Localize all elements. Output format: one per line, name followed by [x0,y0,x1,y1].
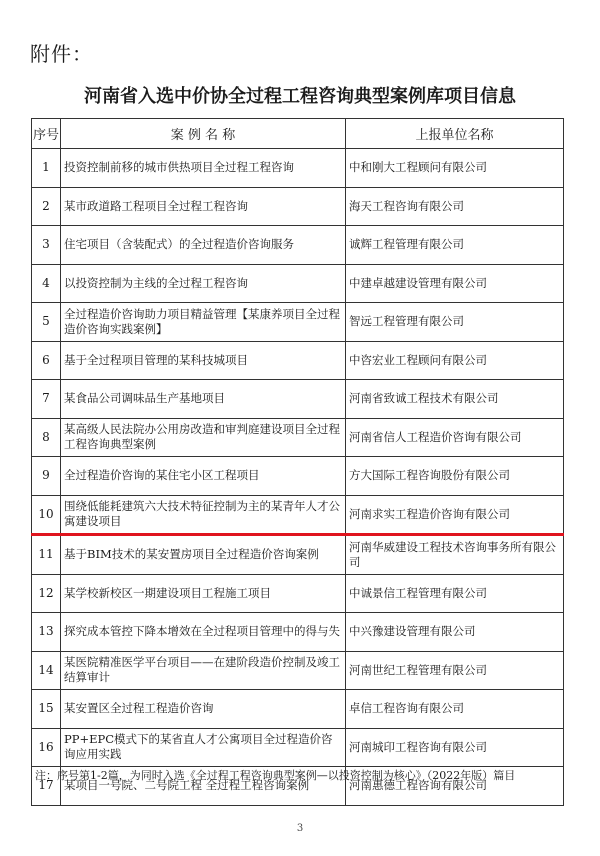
row-case-name: 某高级人民法院办公用房改造和审判庭建设项目全过程工程咨询典型案例 [61,418,346,457]
case-table [31,118,564,806]
row-case-name: 某安置区全过程工程造价咨询 [61,690,346,729]
row-no: 6 [32,341,61,380]
row-no: 3 [32,226,61,265]
col-header-name: 案 例 名 称 [61,119,346,149]
table-row [32,613,564,652]
row-case-name: 基于BIM技术的某安置房项目全过程造价咨询案例 [61,535,346,575]
row-no: 17 [32,767,61,806]
col-header-no: 序号 [32,119,61,149]
footnote: 注：序号第1-2篇，为同时入选《全过程工程咨询典型案例—以投资控制为核心》（2022年版）篇目 [35,769,516,782]
row-unit: 河南华威建设工程技术咨询事务所有限公司 [346,535,564,575]
row-unit: 海天工程咨询有限公司 [346,187,564,226]
row-case-name: 基于全过程项目管理的某科技城项目 [61,341,346,380]
page-number: 3 [296,823,304,834]
row-case-name: 住宅项目（含装配式）的全过程造价咨询服务 [61,226,346,265]
row-case-name: 某食品公司调味品生产基地项目 [61,380,346,419]
table-header-row [32,119,564,149]
page-title: 河南省入选中价协全过程工程咨询典型案例库项目信息 [84,86,516,107]
row-unit: 河南求实工程造价咨询有限公司 [346,495,564,535]
row-case-name: 全过程造价咨询的某住宅小区工程项目 [61,457,346,496]
row-no: 16 [32,728,61,767]
row-unit: 中兴豫建设管理有限公司 [346,613,564,652]
row-unit: 河南省信人工程造价咨询有限公司 [346,418,564,457]
row-unit: 中诚景信工程管理有限公司 [346,574,564,613]
table-row [32,187,564,226]
table-row [32,457,564,496]
row-unit: 河南世纪工程管理有限公司 [346,651,564,690]
table-row [32,535,564,575]
row-case-name: 探究成本管控下降本增效在全过程项目管理中的得与失 [61,613,346,652]
row-no: 9 [32,457,61,496]
table-row [32,574,564,613]
row-case-name: 某项目一号院、二号院工程 全过程工程咨询案例 [61,767,346,806]
row-unit: 方大国际工程咨询股份有限公司 [346,457,564,496]
row-no: 14 [32,651,61,690]
row-case-name: 围绕低能耗建筑六大技术特征控制为主的某青年人才公寓建设项目 [61,495,346,535]
row-no: 10 [32,495,61,535]
row-unit: 河南省致诚工程技术有限公司 [346,380,564,419]
row-unit: 中建卓越建设管理有限公司 [346,264,564,303]
row-no: 12 [32,574,61,613]
row-no: 15 [32,690,61,729]
row-no: 7 [32,380,61,419]
table-row [32,651,564,690]
col-header-unit: 上报单位名称 [346,119,564,149]
table-row-highlighted [32,495,564,535]
row-no: 4 [32,264,61,303]
row-case-name: 某市政道路工程项目全过程工程咨询 [61,187,346,226]
table-row [32,341,564,380]
row-unit: 诚辉工程管理有限公司 [346,226,564,265]
table-row [32,690,564,729]
row-unit: 卓信工程咨询有限公司 [346,690,564,729]
row-unit: 中和刚大工程顾问有限公司 [346,149,564,188]
table-row [32,226,564,265]
row-no: 2 [32,187,61,226]
row-unit: 中咨宏业工程顾问有限公司 [346,341,564,380]
row-case-name: 某学校新校区一期建设项目工程施工项目 [61,574,346,613]
row-case-name: 某医院精准医学平台项目——在建阶段造价控制及竣工结算审计 [61,651,346,690]
table-row [32,728,564,767]
attachment-label: 附件： [30,42,93,66]
row-case-name: 全过程造价咨询助力项目精益管理【某康养项目全过程造价咨询实践案例】 [61,303,346,342]
row-no: 11 [32,535,61,575]
table-row [32,418,564,457]
row-case-name: PP+EPC模式下的某省直人才公寓项目全过程造价咨询应用实践 [61,728,346,767]
row-no: 5 [32,303,61,342]
row-case-name: 投资控制前移的城市供热项目全过程工程咨询 [61,149,346,188]
table-row [32,264,564,303]
row-unit: 河南惠德工程咨询有限公司 [346,767,564,806]
row-case-name: 以投资控制为主线的全过程工程咨询 [61,264,346,303]
row-unit: 智远工程管理有限公司 [346,303,564,342]
row-unit: 河南城印工程咨询有限公司 [346,728,564,767]
row-no: 8 [32,418,61,457]
row-no: 1 [32,149,61,188]
table-row [32,303,564,342]
table-row [32,149,564,188]
table-row [32,380,564,419]
row-no: 13 [32,613,61,652]
